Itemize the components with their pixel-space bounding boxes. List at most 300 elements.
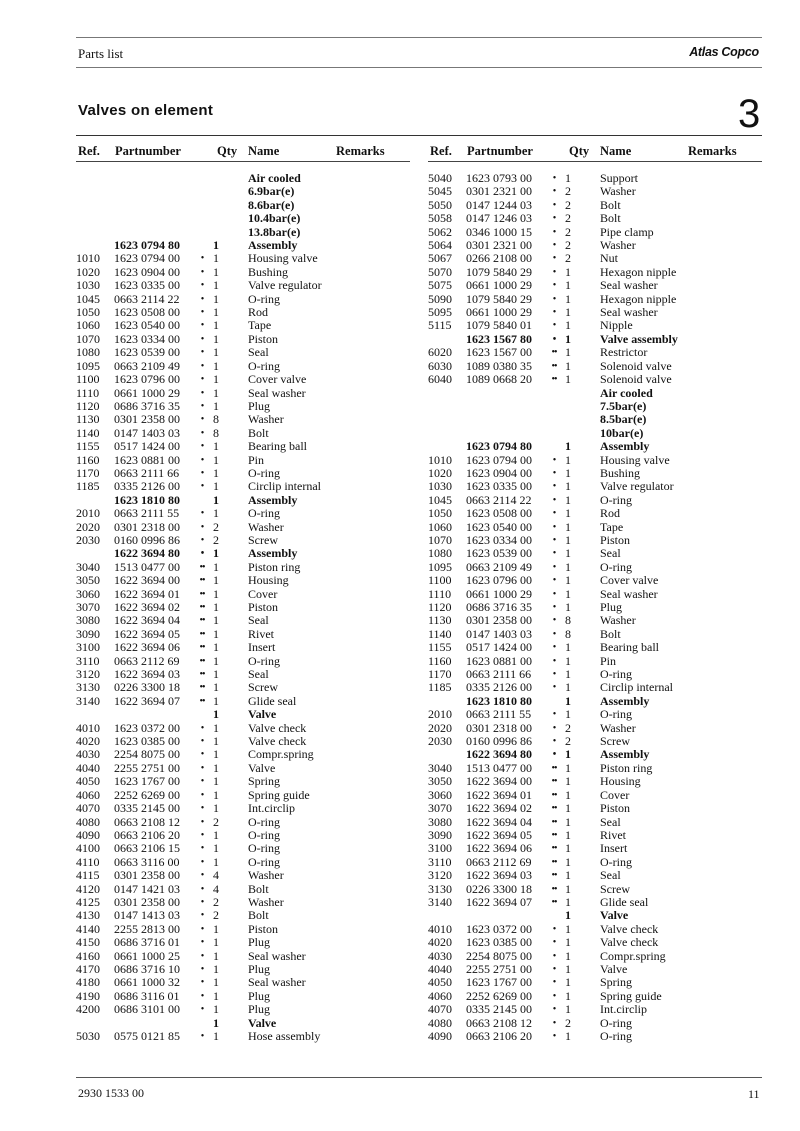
name-cell: Valve check [600,921,659,936]
qty-cell: 1 [213,385,219,400]
marker-cell: • [200,441,204,453]
ref-cell: 3080 [76,613,100,628]
table-row [428,333,762,346]
ref-cell: 4060 [76,787,100,802]
name-cell: Valve regulator [600,479,674,494]
partnumber-cell: 2252 6269 00 [114,787,180,802]
qty-cell: 1 [213,345,219,360]
partnumber-cell: 1623 0796 00 [114,372,180,387]
table-row [428,976,762,989]
partnumber-cell: 0575 0121 85 [114,1029,180,1043]
name-cell: 13.8bar(e) [248,224,301,239]
name-cell: Spring [248,774,281,789]
qty-cell: 1 [565,841,571,856]
ref-cell: 4020 [76,734,100,749]
ref-cell: 1080 [76,345,100,360]
ref-cell: 1155 [428,640,452,655]
ref-cell: 4080 [76,814,100,829]
name-cell: Seal [248,345,269,360]
name-cell: Valve regulator [248,278,322,293]
marker-cell: • [200,360,204,372]
partnumber-cell: 1623 1810 80 [114,492,180,507]
name-cell: Valve [248,760,276,775]
qty-cell: 2 [565,197,571,212]
ref-cell: 1185 [76,479,100,494]
ref-cell: 4115 [76,868,100,883]
qty-cell: 1 [565,1029,571,1043]
marker-cell: • [552,481,556,493]
partnumber-cell: 0686 3716 10 [114,961,180,976]
ref-cell: 1170 [428,667,452,682]
partnumber-cell: 0663 3116 00 [114,854,180,869]
qty-cell: 1 [213,1029,219,1043]
qty-cell: 4 [213,868,219,883]
marker-cell: • [552,548,556,560]
qty-cell: 1 [565,988,571,1003]
partnumber-cell: 1622 3694 80 [114,546,180,561]
marker-cell: • [552,253,556,265]
name-cell: 10.4bar(e) [248,211,301,226]
ref-cell: 4010 [428,921,452,936]
marker-cell: • [200,320,204,332]
marker-cell: • [200,749,204,761]
ref-cell: 3140 [428,894,452,909]
marker-cell: • [200,266,204,278]
marker-cell: • [200,414,204,426]
qty-cell: 1 [213,747,219,762]
partnumber-cell: 1623 0904 00 [114,264,180,279]
partnumber-cell: 0517 1424 00 [466,640,532,655]
name-cell: 7.5bar(e) [600,398,647,413]
name-cell: Piston ring [600,760,653,775]
marker-cell: •• [199,615,205,627]
name-cell: Plug [248,961,271,976]
name-cell: Valve [600,908,629,923]
qty-cell: 1 [213,291,219,306]
marker-cell: • [552,602,556,613]
qty-cell: 1 [213,573,219,588]
ref-cell: 1060 [76,318,100,333]
name-cell: Assembly [248,238,298,253]
name-cell: Pin [248,452,265,467]
ref-cell: 4040 [428,961,452,976]
table-row [76,373,410,386]
marker-cell: • [552,923,556,935]
ref-cell: 3050 [428,774,452,789]
table-row [428,829,762,842]
ref-cell: 1060 [428,519,452,534]
table-row [428,614,762,627]
marker-cell: • [200,387,204,399]
name-cell: Washer [248,868,284,883]
table-row [428,467,762,480]
table-row [428,400,762,413]
qty-cell: 1 [213,506,219,521]
partnumber-cell: 0160 0996 86 [466,734,532,749]
table-row [428,856,762,869]
marker-cell: •• [199,602,205,613]
qty-cell: 1 [213,841,219,856]
table-row [428,668,762,681]
qty-cell: 1 [565,908,571,923]
name-cell: Housing valve [600,452,670,467]
partnumber-cell: 1622 3694 07 [466,894,532,909]
qty-cell: 2 [565,720,571,735]
marker-cell: • [200,722,204,734]
table-row [76,521,410,534]
ref-cell: 3040 [76,559,100,574]
table-row [428,722,762,735]
name-cell: Valve check [600,935,659,950]
name-cell: Valve [248,1015,277,1030]
ref-cell: 1020 [428,465,452,480]
table-row [76,400,410,413]
partnumber-cell: 0301 2358 00 [114,412,180,427]
ref-cell: 4030 [428,948,452,963]
marker-cell: • [200,923,204,935]
qty-cell: 1 [565,345,571,360]
marker-cell: • [552,709,556,721]
marker-cell: • [552,494,556,506]
name-cell: O-ring [248,506,280,521]
partnumber-cell: 0686 3116 01 [114,988,180,1003]
qty-cell: 1 [213,479,219,494]
name-cell: 10bar(e) [600,425,644,440]
qty-cell: 1 [213,452,219,467]
marker-cell: • [552,628,556,640]
marker-cell: • [552,240,556,252]
qty-cell: 1 [213,546,219,561]
ref-cell: 1080 [428,546,452,561]
ref-cell: 5050 [428,197,452,212]
name-cell: Rod [600,506,621,521]
name-cell: Insert [248,640,276,655]
table-row [428,628,762,641]
marker-cell: •• [199,642,205,654]
partnumber-cell: 0661 1000 29 [466,305,532,320]
ref-cell: 5030 [76,1029,100,1043]
marker-cell: • [200,843,204,855]
qty-cell: 1 [565,532,571,547]
name-cell: O-ring [600,492,632,507]
qty-cell: 1 [565,600,571,614]
qty-cell: 1 [213,640,219,655]
marker-cell: • [200,856,204,868]
name-cell: O-ring [248,841,280,856]
marker-cell: • [200,467,204,479]
name-cell: Plug [248,398,271,413]
marker-cell: • [552,534,556,546]
partnumber-cell: 0266 2108 00 [466,251,532,266]
marker-cell: • [200,950,204,962]
partnumber-cell: 0517 1424 00 [114,439,180,454]
table-row [428,909,762,922]
table-row [76,507,410,520]
table-row [76,440,410,453]
name-cell: 8.6bar(e) [248,197,295,212]
ref-cell: 1030 [76,278,100,293]
name-cell: Assembly [600,693,650,708]
ref-cell: 1110 [76,385,100,400]
qty-cell: 1 [213,961,219,976]
ref-cell: 3090 [428,827,452,842]
qty-cell: 1 [565,747,571,762]
page-title: Valves on element [78,102,214,119]
partnumber-cell: 0301 2358 00 [114,868,180,883]
qty-cell: 1 [565,693,571,708]
ref-cell: 5075 [428,278,452,293]
col-partnumber: Partnumber [115,144,181,158]
qty-cell: 1 [213,854,219,869]
name-cell: Glide seal [248,693,297,708]
table-row [76,936,410,949]
name-cell: O-ring [600,854,632,869]
table-row [76,628,410,641]
name-cell: Washer [600,720,636,735]
qty-cell: 1 [213,787,219,802]
partnumber-cell: 0686 3101 00 [114,1002,180,1017]
marker-cell: • [200,789,204,801]
partnumber-cell: 2255 2751 00 [466,961,532,976]
marker-cell: • [200,534,204,546]
qty-cell: 1 [565,358,571,373]
qty-cell: 1 [213,372,219,387]
partnumber-cell: 1622 3694 01 [114,586,180,601]
name-cell: Solenoid valve [600,358,672,373]
partnumber-cell: 2255 2751 00 [114,760,180,775]
partnumber-cell: 0226 3300 18 [114,680,180,695]
qty-cell: 1 [213,278,219,293]
table-row [76,413,410,426]
marker-cell: •• [551,762,557,774]
ref-cell: 5064 [428,238,452,253]
marker-cell: • [552,1031,556,1042]
partnumber-cell: 0661 1000 29 [466,278,532,293]
table-row [76,185,410,198]
table-row [76,655,410,668]
table-row [428,883,762,896]
partnumber-cell: 1622 3694 04 [114,613,180,628]
table-row [76,360,410,373]
table-row [76,775,410,788]
table-row [76,266,410,279]
marker-cell: •• [199,669,205,681]
marker-cell: • [552,508,556,520]
marker-cell: •• [199,655,205,667]
marker-cell: •• [551,374,557,386]
name-cell: Hexagon nipple [600,264,677,279]
marker-cell: •• [551,856,557,868]
qty-cell: 1 [565,854,571,869]
name-cell: Cover valve [600,573,659,588]
table-row [76,842,410,855]
partnumber-cell: 0301 2321 00 [466,184,532,199]
partnumber-cell: 0346 1000 15 [466,224,532,239]
table-row [76,802,410,815]
qty-cell: 1 [213,358,219,373]
rows-left [76,172,410,1043]
ref-cell: 4150 [76,935,100,950]
partnumber-cell: 1622 3694 80 [466,747,532,762]
marker-cell: •• [551,816,557,828]
marker-cell: • [200,548,204,560]
qty-cell: 1 [565,868,571,883]
qty-cell: 1 [213,398,219,413]
ref-cell: 4050 [76,774,100,789]
marker-cell: • [200,333,204,345]
ref-cell: 1130 [76,412,100,427]
table-row [428,775,762,788]
ref-cell: 1070 [76,331,100,346]
marker-cell: • [200,910,204,922]
table-row [76,668,410,681]
partnumber-cell: 1623 0540 00 [466,519,532,534]
name-cell: Bearing ball [600,640,659,655]
table-row [76,480,410,493]
name-cell: O-ring [248,291,280,306]
col-remarks: Remarks [336,144,385,158]
ref-cell: 2030 [428,734,452,749]
qty-cell: 1 [565,479,571,494]
name-cell: O-ring [600,667,632,682]
table-row [76,319,410,332]
table-row [76,695,410,708]
partnumber-cell: 1079 5840 29 [466,291,532,306]
name-cell: Washer [600,613,636,628]
partnumber-cell: 0686 3716 01 [114,935,180,950]
qty-cell: 1 [565,264,571,279]
name-cell: Cover [600,787,630,802]
name-cell: Cover [248,586,278,601]
name-cell: Plug [248,1002,271,1017]
name-cell: Seal [600,868,621,883]
ref-cell: 2010 [76,506,100,521]
table-row [428,748,762,761]
qty-cell: 1 [565,1002,571,1017]
ref-cell: 1095 [428,559,452,574]
partnumber-cell: 0147 1403 03 [114,425,180,440]
qty-cell: 2 [565,238,571,253]
name-cell: Washer [248,412,284,427]
qty-cell: 2 [213,908,219,923]
marker-cell: • [200,736,204,748]
table-row [428,695,762,708]
table-row [428,454,762,467]
marker-cell: • [552,467,556,479]
ref-cell: 1110 [428,586,452,601]
table-row [76,722,410,735]
partnumber-cell: 0663 2112 69 [466,854,532,869]
marker-cell: • [552,615,556,627]
ref-cell: 4190 [76,988,100,1003]
partnumber-cell: 1622 3694 01 [466,787,532,802]
qty-cell: 1 [213,693,219,708]
header-section-label: Parts list [78,46,124,61]
marker-cell: • [200,883,204,895]
qty-cell: 1 [565,305,571,320]
name-cell: Insert [600,841,628,856]
ref-cell: 4120 [76,881,100,896]
table-row [428,708,762,721]
name-cell: O-ring [600,1029,632,1043]
parts-table-right [428,143,762,1043]
table-row [76,1030,410,1043]
qty-cell: 2 [565,211,571,226]
partnumber-cell: 0661 1000 25 [114,948,180,963]
ref-cell: 5062 [428,224,452,239]
qty-cell: 1 [565,961,571,976]
partnumber-cell: 1623 0539 00 [114,345,180,360]
partnumber-cell: 0335 2126 00 [466,680,532,695]
qty-cell: 1 [213,439,219,454]
qty-cell: 8 [213,425,219,440]
partnumber-cell: 1623 0904 00 [466,465,532,480]
qty-cell: 1 [213,827,219,842]
ref-cell: 2020 [76,519,100,534]
ref-cell: 4070 [76,801,100,816]
name-cell: Spring guide [600,988,662,1003]
table-row [76,909,410,922]
table-row [428,936,762,949]
table-row [428,521,762,534]
name-cell: Assembly [248,492,298,507]
name-cell: O-ring [248,465,280,480]
ref-cell: 4110 [76,854,100,869]
col-remarks: Remarks [688,144,737,158]
partnumber-cell: 0663 2109 49 [114,358,180,373]
header-bottom-rule [76,67,762,68]
name-cell: O-ring [600,559,632,574]
partnumber-cell: 0301 2318 00 [114,519,180,534]
qty-cell: 1 [565,278,571,293]
qty-cell: 1 [565,640,571,655]
name-cell: O-ring [600,1015,632,1030]
qty-cell: 1 [565,171,571,185]
col-qty: Qty [569,144,590,158]
partnumber-cell: 0663 2108 12 [114,814,180,829]
table-row [428,601,762,614]
partnumber-cell: 0301 2321 00 [466,238,532,253]
marker-cell: • [552,521,556,533]
qty-cell: 1 [565,975,571,990]
name-cell: O-ring [600,707,632,722]
partnumber-cell: 1623 0385 00 [114,734,180,749]
name-cell: Bearing ball [248,439,307,454]
partnumber-cell: 1623 0881 00 [466,653,532,668]
table-row [428,185,762,198]
marker-cell: •• [551,360,557,372]
partnumber-cell: 2255 2813 00 [114,921,180,936]
partnumber-cell: 1622 3694 07 [114,693,180,708]
qty-cell: 1 [213,586,219,601]
qty-cell: 2 [565,224,571,239]
partnumber-cell: 0663 2111 66 [466,667,532,682]
marker-cell: • [552,655,556,667]
name-cell: Circlip internal [248,479,321,494]
ref-cell: 3070 [428,801,452,816]
name-cell: Bolt [248,425,269,440]
name-cell: Bolt [600,626,621,641]
marker-cell: • [552,736,556,748]
marker-cell: • [200,374,204,386]
table-row [428,252,762,265]
partnumber-cell: 1513 0477 00 [466,760,532,775]
table-row [428,266,762,279]
table-row [76,494,410,507]
name-cell: 8.5bar(e) [600,412,647,427]
qty-cell: 1 [565,707,571,722]
table-row [76,547,410,560]
